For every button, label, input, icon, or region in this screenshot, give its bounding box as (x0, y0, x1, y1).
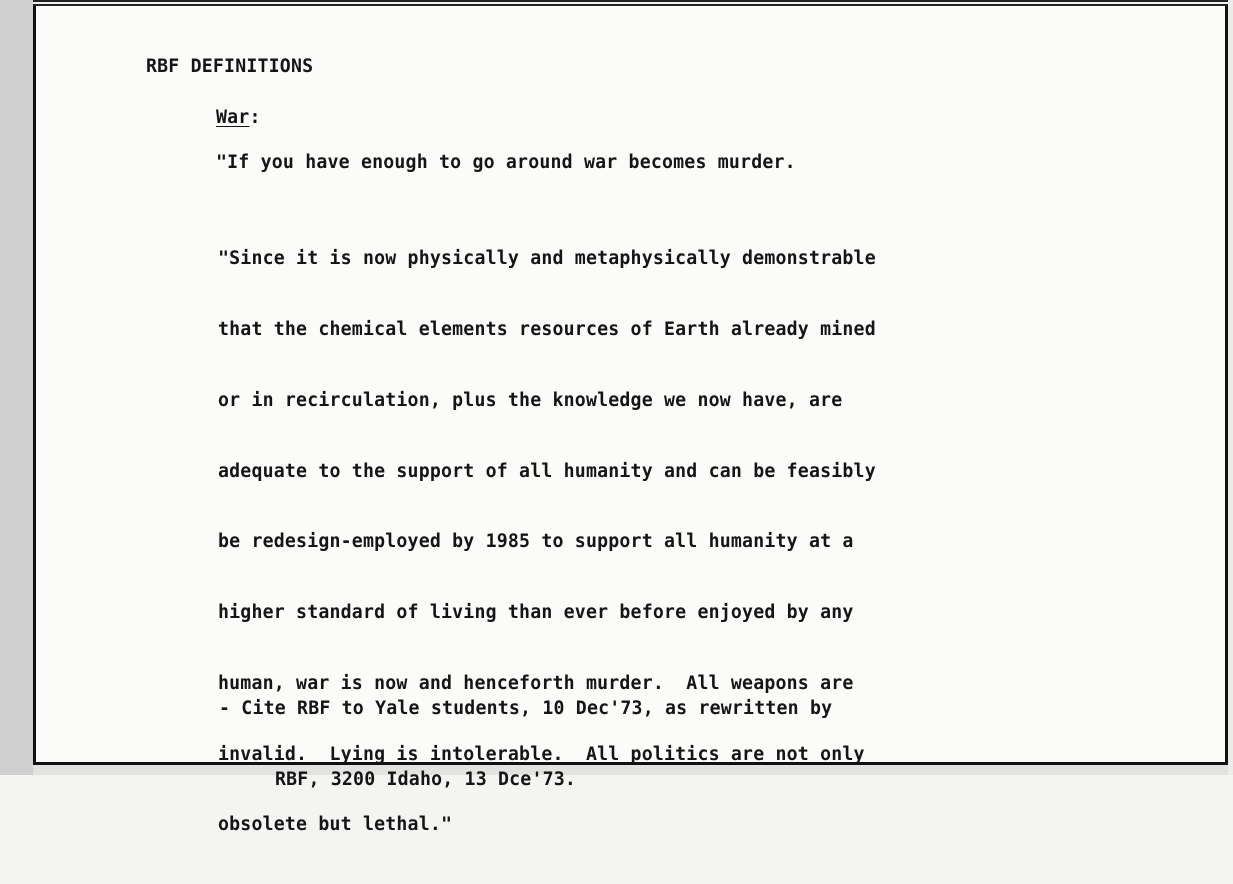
quote-line: adequate to the support of all humanity and can be feasibly (218, 460, 876, 482)
scan-right-margin (1228, 0, 1233, 775)
quote-line: invalid. Lying is intolerable. All politics are not only (218, 743, 865, 765)
quote-line: "Since it is now physically and metaphysically demonstrable (218, 248, 876, 270)
term-label (216, 106, 261, 130)
citation-line: RBF, 3200 Idaho, 13 Dce'73. (275, 768, 577, 790)
card-top-edge (33, 0, 1228, 6)
quote-line: obsolete but lethal." (218, 814, 453, 836)
term-colon: : (249, 107, 261, 128)
quote-line: higher standard of living than ever before enjoyed by any (218, 602, 854, 624)
citation (219, 650, 832, 839)
page-title: RBF DEFINITIONS (146, 56, 314, 77)
quote-line: that the chemical elements resources of Earth already mined (218, 318, 876, 340)
quote-line: be redesign-employed by 1985 to support all humanity at a (218, 531, 854, 553)
quote-line: human, war is now and henceforth murder. All weapons are (218, 672, 854, 694)
short-quote: "If you have enough to go around war becomes murder. (216, 152, 796, 173)
term-word: War (216, 107, 250, 128)
scan-left-margin (0, 0, 33, 775)
quote-line: or in recirculation, plus the knowledge we now have, are (218, 389, 843, 411)
citation-line: - Cite RBF to Yale students, 10 Dec'73, as rewritten by (219, 698, 833, 720)
